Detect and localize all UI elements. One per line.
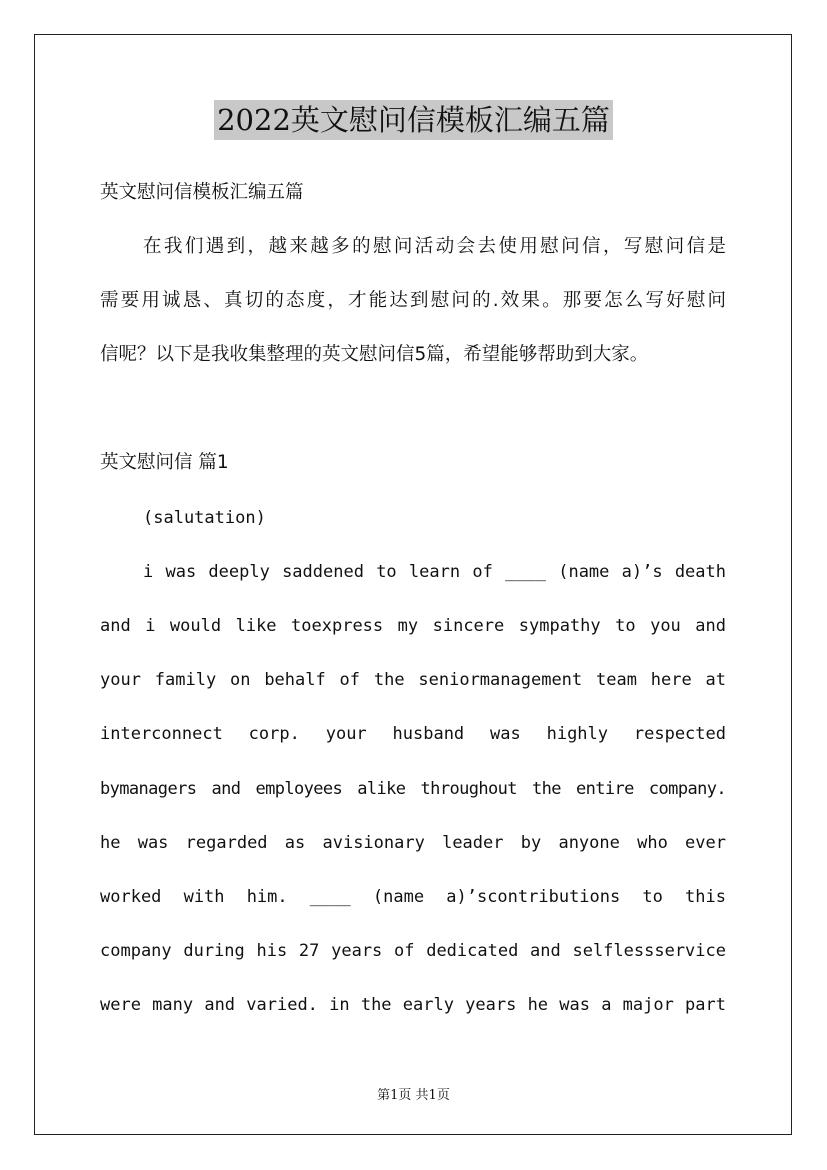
body-line-1: i was deeply saddened to learn of ____ (name a)’s death bbox=[143, 562, 726, 582]
body-line-3: your family on behalf of the seniormanagement team here at bbox=[100, 670, 726, 690]
intro-line-1: 在我们遇到，越来越多的慰问活动会去使用慰问信，写慰问信是 bbox=[143, 236, 726, 257]
document-title: 2022英文慰问信模板汇编五篇 bbox=[214, 100, 613, 140]
intro-line-3: 信呢？以下是我收集整理的英文慰问信5篇，希望能够帮助到大家。 bbox=[100, 344, 649, 365]
section-heading: 英文慰问信 篇1 bbox=[100, 452, 229, 473]
body-line-4: interconnect corp. your husband was highly respected bbox=[100, 724, 726, 744]
page-footer: 第1页 共1页 bbox=[377, 1088, 450, 1103]
body-line-7: worked with him. ____ (name a)’scontributions to this bbox=[100, 887, 726, 907]
body-line-9: were many and varied. in the early years he was a major part bbox=[100, 995, 726, 1015]
body-line-8: company during his 27 years of dedicated and selflessservice bbox=[100, 941, 726, 961]
body-line-6: he was regarded as avisionary leader by anyone who ever bbox=[100, 833, 726, 853]
salutation: (salutation) bbox=[143, 508, 266, 528]
title-container bbox=[0, 100, 827, 140]
body-line-5: bymanagers and employees alike throughout the entire company. bbox=[100, 779, 726, 799]
document-subtitle: 英文慰问信模板汇编五篇 bbox=[100, 182, 304, 203]
intro-line-2: 需要用诚恳、真切的态度，才能达到慰问的.效果。那要怎么写好慰问 bbox=[100, 290, 726, 311]
body-line-2: and i would like toexpress my sincere sympathy to you and bbox=[100, 616, 726, 636]
